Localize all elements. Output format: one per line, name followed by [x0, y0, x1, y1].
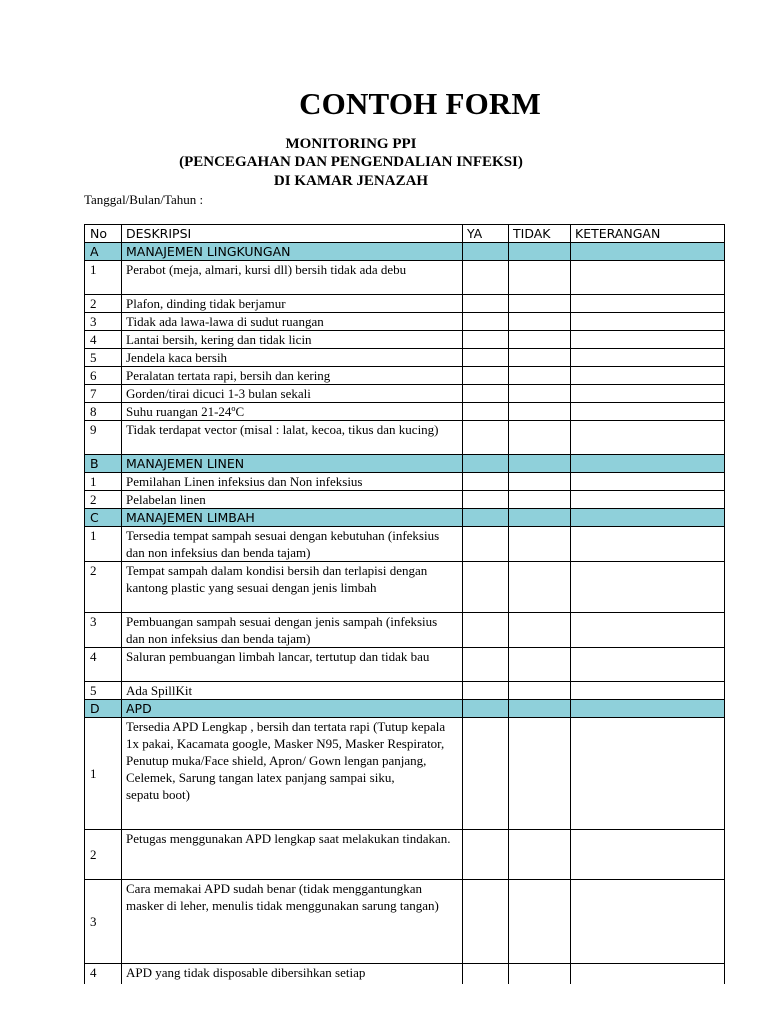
keterangan-cell[interactable]: [571, 682, 725, 700]
ya-cell[interactable]: [463, 349, 509, 367]
ya-cell[interactable]: [463, 964, 509, 984]
item-no: 4: [85, 331, 122, 349]
ya-cell[interactable]: [463, 880, 509, 964]
ya-cell[interactable]: [463, 473, 509, 491]
keterangan-cell[interactable]: [571, 261, 725, 295]
section-row-a: [85, 243, 725, 261]
form-title: CONTOH FORM: [299, 86, 541, 121]
item-desc: Pembuangan sampah sesuai dengan jenis sampah (infeksius dan non infeksius dan benda tajam): [122, 613, 463, 648]
section-keterangan-cell: [571, 509, 725, 527]
item-desc: Suhu ruangan 21-24ºC: [122, 403, 463, 421]
item-no: 5: [85, 682, 122, 700]
section-row-d: [85, 700, 725, 718]
section-name: MANAJEMEN LINGKUNGAN: [122, 243, 463, 261]
subtitle-line-2: (PENCEGAHAN DAN PENGENDALIAN INFEKSI): [179, 154, 523, 170]
subtitle-line-1: MONITORING PPI: [285, 136, 417, 152]
table-row: [85, 491, 725, 509]
tidak-cell[interactable]: [509, 682, 571, 700]
keterangan-cell[interactable]: [571, 880, 725, 964]
keterangan-cell[interactable]: [571, 367, 725, 385]
keterangan-cell[interactable]: [571, 491, 725, 509]
keterangan-cell[interactable]: [571, 403, 725, 421]
keterangan-cell[interactable]: [571, 385, 725, 403]
item-desc: Pemilahan Linen infeksius dan Non infeksius: [122, 473, 463, 491]
section-keterangan-cell: [571, 455, 725, 473]
table-row: [85, 421, 725, 455]
section-code: B: [85, 455, 122, 473]
keterangan-cell[interactable]: [571, 313, 725, 331]
item-desc: Perabot (meja, almari, kursi dll) bersih tidak ada debu: [122, 261, 463, 295]
table-row: [85, 718, 725, 830]
item-no: 4: [85, 964, 122, 984]
monitoring-table: [84, 224, 725, 984]
tidak-cell[interactable]: [509, 349, 571, 367]
ya-cell[interactable]: [463, 830, 509, 880]
tidak-cell[interactable]: [509, 718, 571, 830]
tidak-cell[interactable]: [509, 964, 571, 984]
ya-cell[interactable]: [463, 385, 509, 403]
item-desc: Tidak terdapat vector (misal : lalat, kecoa, tikus dan kucing): [122, 421, 463, 455]
table-row: [85, 880, 725, 964]
keterangan-cell[interactable]: [571, 527, 725, 562]
tidak-cell[interactable]: [509, 421, 571, 455]
keterangan-cell[interactable]: [571, 331, 725, 349]
item-desc: Peralatan tertata rapi, bersih dan kering: [122, 367, 463, 385]
table-row: [85, 295, 725, 313]
item-desc: Saluran pembuangan limbah lancar, tertutup dan tidak bau: [122, 648, 463, 682]
item-no: 8: [85, 403, 122, 421]
table-row: [85, 613, 725, 648]
section-ya-cell: [463, 509, 509, 527]
item-no: 2: [85, 562, 122, 613]
ya-cell[interactable]: [463, 562, 509, 613]
ya-cell[interactable]: [463, 718, 509, 830]
tidak-cell[interactable]: [509, 562, 571, 613]
section-keterangan-cell: [571, 243, 725, 261]
item-desc: Petugas menggunakan APD lengkap saat melakukan tindakan.: [122, 830, 463, 880]
header-deskripsi: DESKRIPSI: [122, 225, 463, 243]
item-no: 4: [85, 648, 122, 682]
table-header-row: [85, 225, 725, 243]
ya-cell[interactable]: [463, 682, 509, 700]
tidak-cell[interactable]: [509, 403, 571, 421]
ya-cell[interactable]: [463, 527, 509, 562]
tidak-cell[interactable]: [509, 830, 571, 880]
keterangan-cell[interactable]: [571, 613, 725, 648]
item-desc: Ada SpillKit: [122, 682, 463, 700]
date-label: Tanggal/Bulan/Tahun :: [84, 192, 204, 207]
ya-cell[interactable]: [463, 403, 509, 421]
keterangan-cell[interactable]: [571, 562, 725, 613]
subtitle-line-3: DI KAMAR JENAZAH: [273, 173, 429, 189]
section-name: APD: [122, 700, 463, 718]
keterangan-cell[interactable]: [571, 964, 725, 984]
tidak-cell[interactable]: [509, 880, 571, 964]
keterangan-cell[interactable]: [571, 295, 725, 313]
table-row: [85, 367, 725, 385]
ya-cell[interactable]: [463, 421, 509, 455]
ya-cell[interactable]: [463, 313, 509, 331]
tidak-cell[interactable]: [509, 331, 571, 349]
item-no: 1: [85, 261, 122, 295]
section-ya-cell: [463, 243, 509, 261]
tidak-cell[interactable]: [509, 313, 571, 331]
tidak-cell[interactable]: [509, 613, 571, 648]
item-desc: Pelabelan linen: [122, 491, 463, 509]
keterangan-cell[interactable]: [571, 421, 725, 455]
item-no: 7: [85, 385, 122, 403]
section-tidak-cell: [509, 700, 571, 718]
keterangan-cell[interactable]: [571, 349, 725, 367]
section-tidak-cell: [509, 243, 571, 261]
item-desc-continuation: sepatu boot): [126, 787, 190, 802]
table-row: [85, 313, 725, 331]
item-desc: [122, 718, 463, 830]
table-row: [85, 349, 725, 367]
tidak-cell[interactable]: [509, 491, 571, 509]
tidak-cell[interactable]: [509, 295, 571, 313]
header-no: No: [85, 225, 122, 243]
keterangan-cell[interactable]: [571, 718, 725, 830]
item-no: 3: [85, 313, 122, 331]
table-row: [85, 964, 725, 984]
item-no: 1: [85, 473, 122, 491]
item-desc: Jendela kaca bersih: [122, 349, 463, 367]
tidak-cell[interactable]: [509, 261, 571, 295]
item-no: 2: [85, 830, 122, 880]
header-tidak: TIDAK: [509, 225, 571, 243]
item-desc: Lantai bersih, kering dan tidak licin: [122, 331, 463, 349]
item-desc-main: Tersedia APD Lengkap , bersih dan tertata rapi (Tutup kepala 1x pakai, Kacamata google, Masker N95, Masker Respirator, Penutup muka/Face shield, Apron/ Gown lengan panjang, Celemek, Sarung tangan latex panjang sampai siku,: [126, 719, 446, 785]
section-code: A: [85, 243, 122, 261]
section-name: MANAJEMEN LINEN: [122, 455, 463, 473]
item-no: 3: [85, 613, 122, 648]
table-row: [85, 473, 725, 491]
table-row: [85, 385, 725, 403]
table-row: [85, 830, 725, 880]
item-no: 3: [85, 880, 122, 964]
section-row-b: [85, 455, 725, 473]
item-desc: Tempat sampah dalam kondisi bersih dan terlapisi dengan kantong plastic yang sesuai dengan jenis limbah: [122, 562, 463, 613]
tidak-cell[interactable]: [509, 473, 571, 491]
table-row: [85, 403, 725, 421]
keterangan-cell[interactable]: [571, 830, 725, 880]
section-tidak-cell: [509, 455, 571, 473]
item-desc: Tersedia tempat sampah sesuai dengan kebutuhan (infeksius dan non infeksius dan benda tajam): [122, 527, 463, 562]
section-name: MANAJEMEN LIMBAH: [122, 509, 463, 527]
table-row: [85, 682, 725, 700]
header-ya: YA: [463, 225, 509, 243]
item-no: 9: [85, 421, 122, 455]
table-row: [85, 648, 725, 682]
section-tidak-cell: [509, 509, 571, 527]
ya-cell[interactable]: [463, 491, 509, 509]
ya-cell[interactable]: [463, 331, 509, 349]
item-no: 5: [85, 349, 122, 367]
table-row: [85, 562, 725, 613]
tidak-cell[interactable]: [509, 385, 571, 403]
table-row: [85, 261, 725, 295]
ya-cell[interactable]: [463, 648, 509, 682]
ya-cell[interactable]: [463, 261, 509, 295]
section-keterangan-cell: [571, 700, 725, 718]
item-no: 2: [85, 295, 122, 313]
item-desc: Gorden/tirai dicuci 1-3 bulan sekali: [122, 385, 463, 403]
header-keterangan: KETERANGAN: [571, 225, 725, 243]
item-no: 2: [85, 491, 122, 509]
section-row-c: [85, 509, 725, 527]
section-ya-cell: [463, 455, 509, 473]
tidak-cell[interactable]: [509, 648, 571, 682]
section-code: C: [85, 509, 122, 527]
section-ya-cell: [463, 700, 509, 718]
ya-cell[interactable]: [463, 367, 509, 385]
tidak-cell[interactable]: [509, 367, 571, 385]
item-no: 1: [85, 718, 122, 830]
item-no: 1: [85, 527, 122, 562]
item-no: 6: [85, 367, 122, 385]
item-desc: Cara memakai APD sudah benar (tidak menggantungkan masker di leher, menulis tidak menggunakan sarung tangan): [122, 880, 463, 964]
keterangan-cell[interactable]: [571, 473, 725, 491]
table-row: [85, 331, 725, 349]
ya-cell[interactable]: [463, 613, 509, 648]
table-row: [85, 527, 725, 562]
keterangan-cell[interactable]: [571, 648, 725, 682]
tidak-cell[interactable]: [509, 527, 571, 562]
item-desc: Plafon, dinding tidak berjamur: [122, 295, 463, 313]
item-desc: APD yang tidak disposable dibersihkan setiap: [122, 964, 463, 984]
ya-cell[interactable]: [463, 295, 509, 313]
item-desc: Tidak ada lawa-lawa di sudut ruangan: [122, 313, 463, 331]
section-code: D: [85, 700, 122, 718]
